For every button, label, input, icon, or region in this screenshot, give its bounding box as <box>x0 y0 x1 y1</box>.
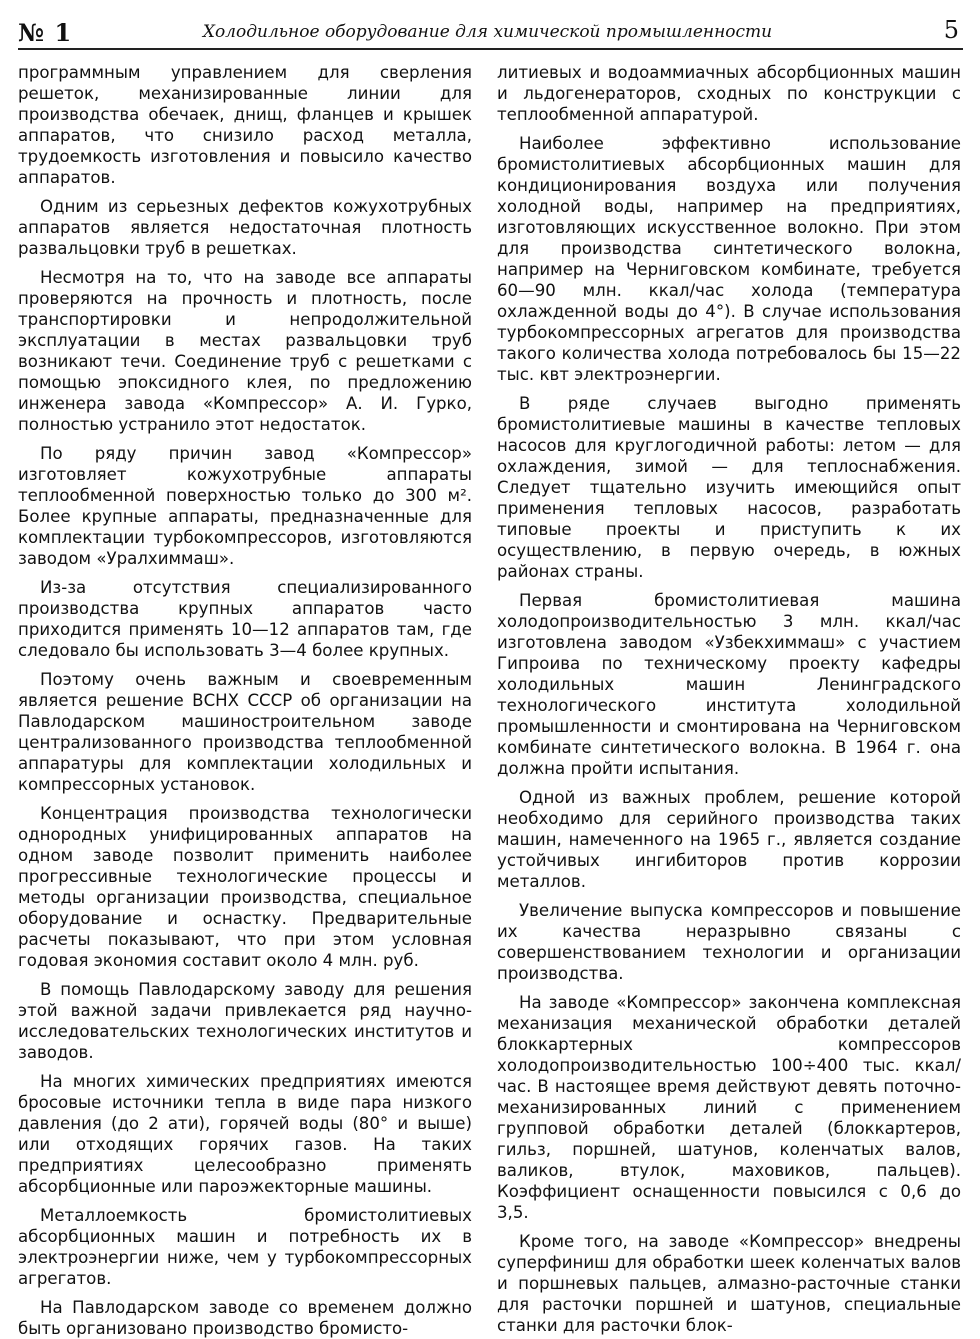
paragraph: По ряду причин завод «Компрессор» изготовляет кожухотрубные аппараты теплообменной поверхностью только до 300 м². Более крупные аппараты, предназначенные для комплектации турбокомпрессоров, изготовляются заводом «Уралхиммаш». <box>18 444 472 568</box>
paragraph: Первая бромистолитиевая машина холодопроизводительностью 3 млн. ккал/час изготовлена заводом «Узбекхиммаш» с участием Гипроива по техническому проекту кафедры холодильных машин Ленинградского технологического института холодильной промышленности и смонтирована на Черниговском комбинате синтетического волокна. В 1964 г. она должна пройти испытания. <box>497 591 961 778</box>
paragraph: В ряде случаев выгодно применять бромистолитиевые машины в качестве тепловых насосов для круглогодичной работы: летом — для охлаждения, зимой — для теплоснабжения. Следует тщательно изучить имеющийся опыт применения тепловых насосов, разработать типовые проекты и приступить к их осуществлению, в первую очередь, в южных районах страны. <box>497 394 961 581</box>
paragraph: Несмотря на то, что на заводе все аппараты проверяются на прочность и плотность, после транспортировки и непродолжительной эксплуатации в местах развальцовки труб возникают течи. Соединение труб с решетками с помощью эпоксидного клея, по предложению инженера завода «Компрессор» А. И. Гурко, полностью устранило этот недостаток. <box>18 268 472 434</box>
paragraph: Концентрация производства технологически однородных унифицированных аппаратов на одном заводе позволит применить наиболее прогрессивные технологические процессы и методы организации производства, специальное оборудование и оснастку. Предварительные расчеты показывают, что при этом условная годовая экономия составит около 4 млн. руб. <box>18 804 472 970</box>
paragraph: литиевых и водоаммиачных абсорбционных машин и льдогенераторов, сходных по конструкции с теплообменной аппаратурой. <box>497 63 961 124</box>
paragraph: Одной из важных проблем, решение которой необходимо для серийного производства таких машин, намеченного на 1965 г., является создание устойчивых ингибиторов против коррозии металлов. <box>497 788 961 891</box>
paragraph: В помощь Павлодарскому заводу для решения этой важной задачи привлекается ряд научно-исследовательских технологических институтов и заводов. <box>18 980 472 1062</box>
paragraph: Кроме того, на заводе «Компрессор» внедрены суперфиниш для обработки шеек коленчатых валов и поршневых пальцев, алмазно-расточные станки для расточки поршней и шатунов, специальные станки для расточки блок- <box>497 1232 961 1335</box>
page-number: 5 <box>943 16 959 44</box>
paragraph: Поэтому очень важным и своевременным является решение ВСНХ СССР об организации на Павлодарском машиностроительном заводе централизованного производства теплообменной аппаратуры для комплектации холодильных и компрессорных установок. <box>18 670 472 794</box>
running-header <box>10 8 965 48</box>
paragraph: программным управлением для сверления решеток, механизированные линии для производства обечаек, днищ, фланцев и крышек аппаратов, что снизило расход металла, трудоемкость изготовления и повысило качество аппаратов. <box>18 63 472 187</box>
paragraph: Из-за отсутствия специализированного производства крупных аппаратов часто приходится применять 10—12 аппаратов там, где следовало бы использовать 3—4 более крупных. <box>18 578 472 660</box>
paragraph: Наиболее эффективно использование бромистолитиевых абсорбционных машин для кондиционирования воздуха или получения холодной воды, например на предприятиях, изготовляющих искусственное волокно. При этом для производства синтетического волокна, например на Черниговском комбинате, требуется 60—90 млн. ккал/час холода (температура охлажденной воды до 4°). В случае использования турбокомпрессорных агрегатов для производства такого количества холода потребовалось бы 15—22 тыс. квт электроэнергии. <box>497 134 961 384</box>
paragraph: На заводе «Компрессор» закончена комплексная механизация механической обработки деталей блоккартерных компрессоров холодопроизводительностью 100÷400 тыс. ккал/час. В настоящее время действуют девять поточно-механизированных линий с применением групповой обработки деталей (блоккартеров, гильз, поршней, шатунов, коленчатых валов, валиков, втулок, маховиков, пальцев). Коэффициент оснащенности повысился с 0,6 до 3,5. <box>497 993 961 1222</box>
paragraph: Металлоемкость бромистолитиевых абсорбционных машин и потребность их в электроэнергии ниже, чем у турбокомпрессорных агрегатов. <box>18 1206 472 1288</box>
right-column <box>497 62 961 1335</box>
left-column <box>18 62 472 1338</box>
issue-number: № 1 <box>18 18 73 47</box>
paragraph: Одним из серьезных дефектов кожухотрубных аппаратов является недостаточная плотность развальцовки труб в решетках. <box>18 197 472 258</box>
paragraph: На многих химических предприятиях имеются бросовые источники тепла в виде пара низкого давления (до 2 ати), горячей воды (80° и выше) или отходящих горячих газов. На таких предприятиях целесообразно применять абсорбционные или пароэжекторные машины. <box>18 1072 472 1196</box>
journal-title: Холодильное оборудование для химической промышленности <box>202 22 773 42</box>
header-rule <box>18 48 963 50</box>
paragraph: Увеличение выпуска компрессоров и повышение их качества неразрывно связаны с совершенствованием технологии и организации производства. <box>497 901 961 983</box>
paragraph: На Павлодарском заводе со временем должно быть организовано производство бромисто- <box>18 1298 472 1338</box>
